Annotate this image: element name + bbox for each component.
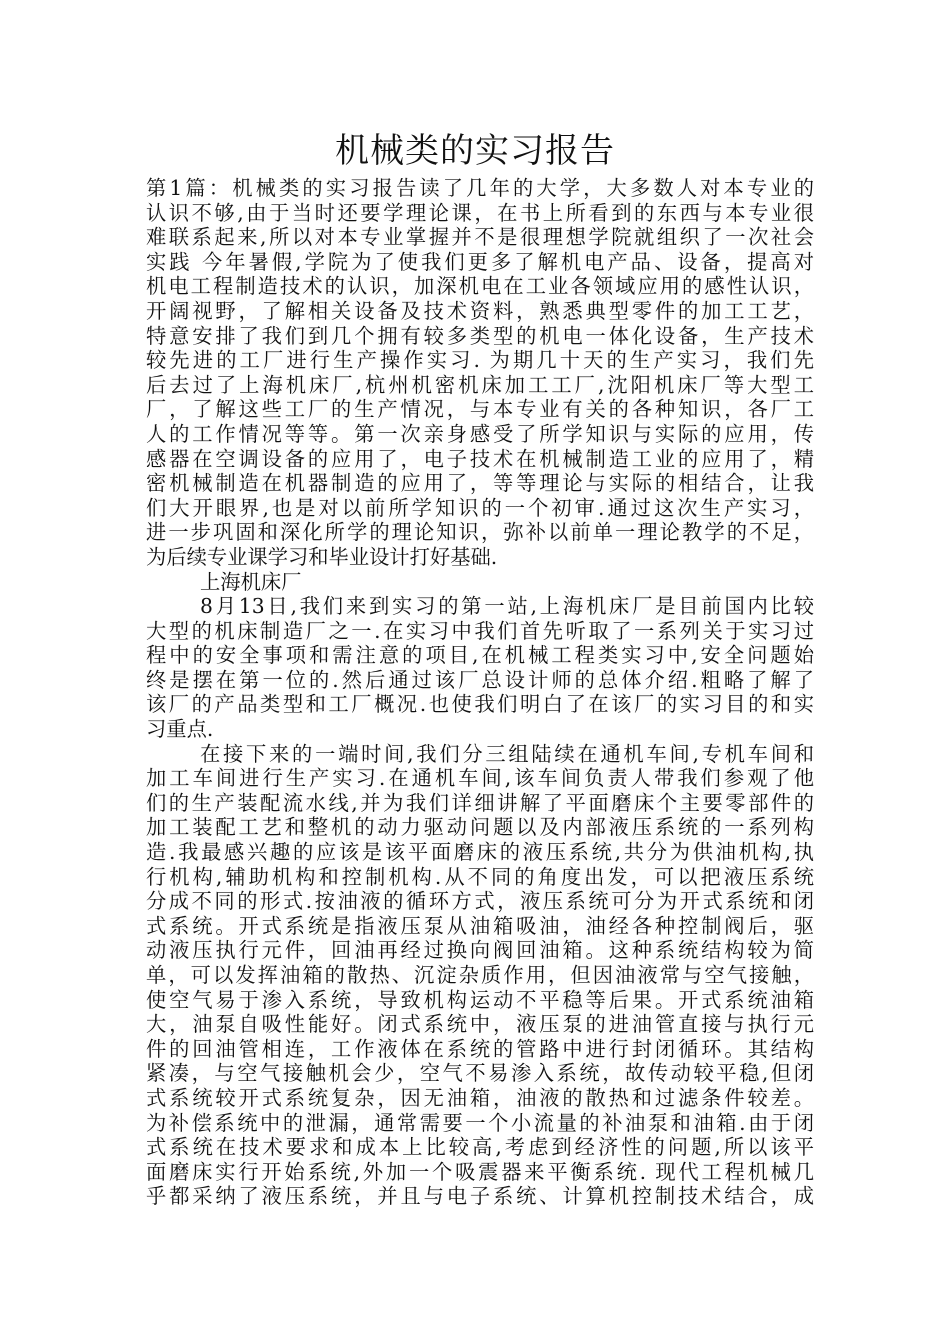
- text-line: 面磨床实行开始系统,外加一个吸震器来平衡系统. 现代工程机械几: [146, 1159, 814, 1184]
- text-line: 使空气易于渗入系统，导致机构运动不平稳等后果。开式系统油箱: [146, 987, 814, 1012]
- text-line: 实践 今年暑假,学院为了使我们更多了解机电产品、设备，提高对: [146, 249, 814, 274]
- text-line: 大型的机床制造厂之一.在实习中我们首先听取了一系列关于实习过: [146, 618, 814, 643]
- text-line: 难联系起来,所以对本专业掌握并不是很理想学院就组织了一次社会: [146, 225, 814, 250]
- text-line: 开阔视野，了解相关设备及技术资料，熟悉典型零件的加工工艺，: [146, 298, 814, 323]
- text-line: 较先进的工厂进行生产操作实习. 为期几十天的生产实习，我们先: [146, 348, 814, 373]
- text-line: 们大开眼界,也是对以前所学知识的一个初审.通过这次生产实习，: [146, 495, 814, 520]
- text-line: 后去过了上海机床厂,杭州机密机床加工工厂,沈阳机床厂等大型工: [146, 372, 814, 397]
- text-line: 该厂的产品类型和工厂概况.也使我们明白了在该厂的实习目的和实: [146, 692, 814, 717]
- text-line: 造.我最感兴趣的应该是该平面磨床的液压系统,共分为供油机构,执: [146, 840, 814, 865]
- text-line: 第1篇：机械类的实习报告读了几年的大学，大多数人对本专业的: [146, 176, 814, 200]
- document-body: [146, 176, 814, 1209]
- text-line: 认识不够,由于当时还要学理论课，在书上所看到的东西与本专业很: [146, 200, 814, 225]
- text-line: 8月13日,我们来到实习的第一站,上海机床厂是目前国内比较: [200, 594, 814, 619]
- text-line: 程中的安全事项和需注意的项目,在机械工程类实习中,安全问题始: [146, 643, 814, 668]
- text-line: 式系统较开式系统复杂，因无油箱，油液的散热和过滤条件较差。: [146, 1085, 814, 1110]
- text-line: 单，可以发挥油箱的散热、沉淀杂质作用，但因油液常与空气接触，: [146, 963, 814, 987]
- text-line: 机电工程制造技术的认识，加深机电在工业各领域应用的感性认识，: [146, 274, 814, 299]
- text-line: 式系统在技术要求和成本上比较高,考虑到经济性的问题,所以该平: [146, 1135, 814, 1160]
- page-title: 机械类的实习报告: [335, 131, 615, 171]
- text-line: 人的工作情况等等。第一次亲身感受了所学知识与实际的应用，传: [146, 421, 814, 446]
- text-line: 为后续专业课学习和毕业设计打好基础.: [146, 544, 498, 569]
- text-line: 密机械制造在机器制造的应用了，等等理论与实际的相结合，让我: [146, 471, 814, 496]
- text-line: 乎都采纳了液压系统，并且与电子系统、计算机控制技术结合，成: [146, 1184, 814, 1209]
- text-line: 习重点.: [146, 717, 214, 742]
- text-line: 分成不同的形式.按油液的循环方式，液压系统可分为开式系统和闭: [146, 889, 814, 914]
- text-line: 件的回油管相连，工作液体在系统的管路中进行封闭循环。其结构: [146, 1036, 814, 1061]
- text-line: 们的生产装配流水线,并为我们详细讲解了平面磨床个主要零部件的: [146, 790, 814, 815]
- text-line: 感器在空调设备的应用了，电子技术在机械制造工业的应用了，精: [146, 446, 814, 471]
- text-line: 厂，了解这些工厂的生产情况，与本专业有关的各种知识，各厂工: [146, 397, 814, 422]
- text-line: 动液压执行元件，回油再经过换向阀回油箱。这种系统结构较为简: [146, 938, 814, 963]
- text-line: 紧凑，与空气接触机会少，空气不易渗入系统，故传动较平稳,但闭: [146, 1061, 814, 1086]
- text-line: 行机构,辅助机构和控制机构.从不同的角度出发，可以把液压系统: [146, 864, 814, 889]
- text-line: 进一步巩固和深化所学的理论知识，弥补以前单一理论教学的不足，: [146, 520, 814, 545]
- text-line: 大，油泵自吸性能好。闭式系统中，液压泵的进油管直接与执行元: [146, 1012, 814, 1037]
- text-line: 上海机床厂: [200, 569, 302, 594]
- text-line: 为补偿系统中的泄漏，通常需要一个小流量的补油泵和油箱.由于闭: [146, 1110, 814, 1135]
- text-line: 特意安排了我们到几个拥有较多类型的机电一体化设备，生产技术: [146, 323, 814, 348]
- text-line: 在接下来的一端时间,我们分三组陆续在通机车间,专机车间和: [200, 741, 814, 766]
- text-line: 式系统。开式系统是指液压泵从油箱吸油，油经各种控制阀后，驱: [146, 913, 814, 938]
- text-line: 加工车间进行生产实习.在通机车间,该车间负责人带我们参观了他: [146, 766, 814, 791]
- text-line: 加工装配工艺和整机的动力驱动问题以及内部液压系统的一系列构: [146, 815, 814, 840]
- text-line: 终是摆在第一位的.然后通过该厂总设计师的总体介绍.粗略了解了: [146, 667, 814, 692]
